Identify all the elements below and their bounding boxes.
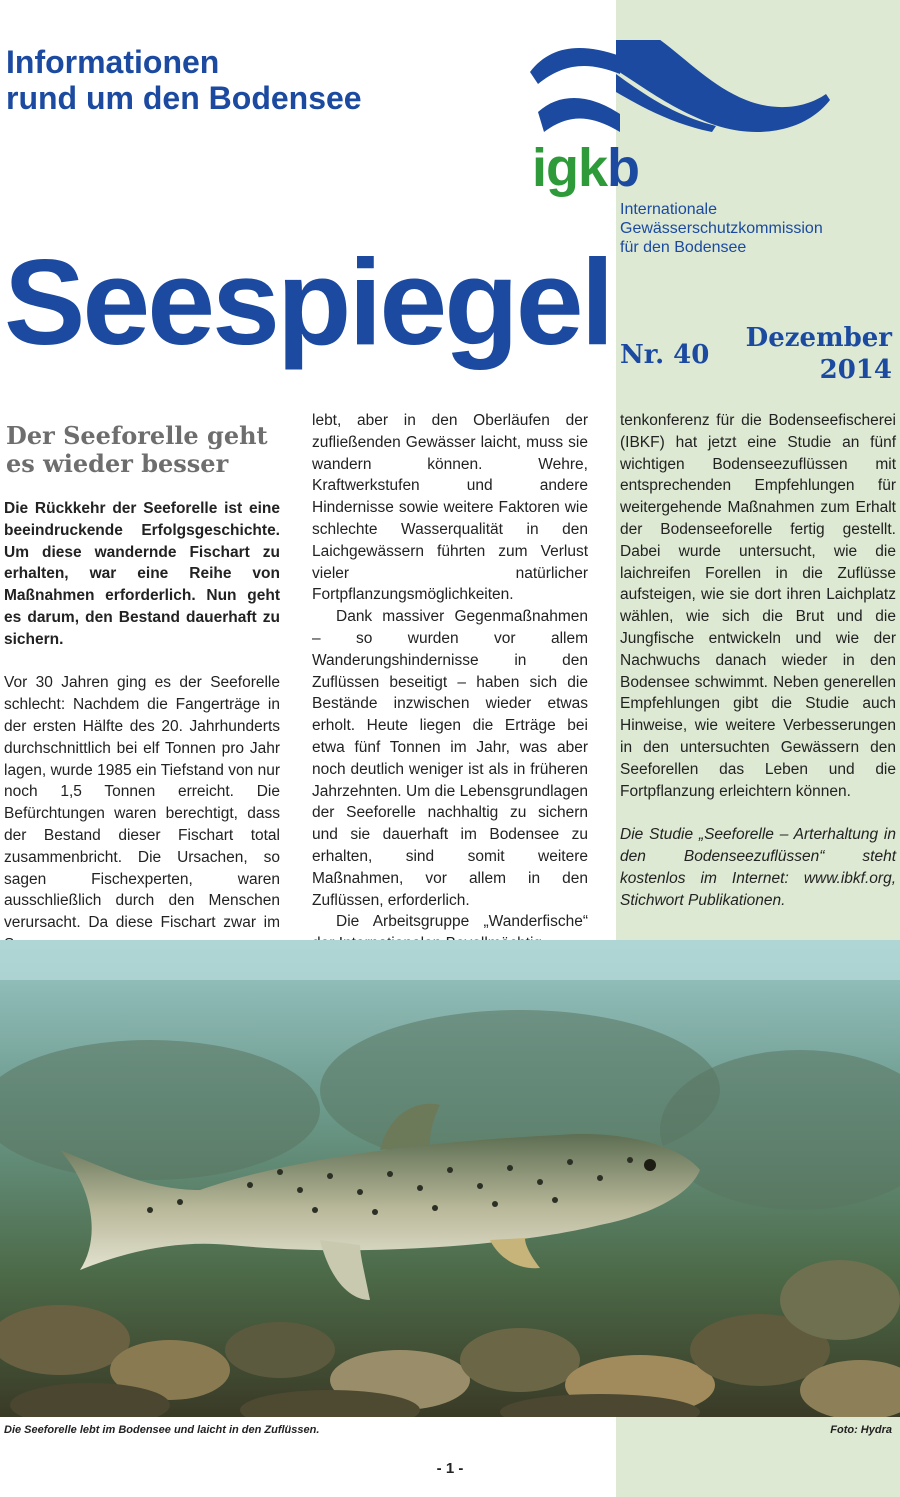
article-paragraph-2: lebt, aber in den Oberläufen der zufließenden Gewässer laicht, muss sie wandern können. Wehre, Kraftwerkstufen und andere Hindernisse sowie weitere Faktoren wie schlechte Wasserqualität in den Laichgewässern führten zum Verlust vieler natürlicher Fortpflanzungsmöglichkeiten. bbox=[312, 412, 588, 604]
org-name-line2: Gewässerschutzkommission bbox=[620, 220, 823, 237]
article-title-line2: es wieder besser bbox=[6, 449, 229, 478]
article-title-line1: Der Seeforelle geht bbox=[6, 421, 268, 450]
issue-number: Nr. 40 bbox=[620, 340, 710, 370]
article-paragraph-3: Dank massiver Gegenmaßnahmen – so wurden vor allem Wanderungshindernisse in den Zuflüssen beseitigt – haben sich die Bestände inzwischen wieder etwas erholt. Heute liegen die Erträge bei etwa fünf Tonnen im Jahr, was aber noch deutlich weniger ist als in früheren Jahrzehnten. Um die Lebensgrundlagen der Seeforelle nachhaltig zu sichern und sie dauerhaft im Bodensee zu erhalten, sind somit weitere Maßnahmen, vor allem in den Zuflüssen, erforderlich. bbox=[312, 608, 588, 909]
masthead-title: Seespiegel bbox=[4, 234, 612, 370]
header-title-line1: Informationen bbox=[6, 44, 220, 80]
logo-wordmark bbox=[532, 138, 639, 198]
issue-date bbox=[746, 322, 892, 386]
header-title-line2: rund um den Bodensee bbox=[6, 80, 362, 116]
trout-photo-illustration bbox=[0, 940, 900, 1417]
org-name-line1: Internationale bbox=[620, 201, 717, 218]
photo-credit: Foto: Hydra bbox=[830, 1424, 892, 1436]
article-column-2 bbox=[312, 410, 588, 955]
photo-caption: Die Seeforelle lebt im Bodensee und laicht in den Zuflüssen. bbox=[4, 1424, 320, 1436]
article-lead: Die Rückkehr der Seeforelle ist eine beeindruckende Erfolgsgeschichte. Um diese wandernde Fischart zu erhalten, war eine Reihe von Maßnahmen erforderlich. Nun geht es darum, den Bestand dauerhaft zu sichern. bbox=[4, 500, 280, 648]
article-title bbox=[6, 422, 268, 478]
page-number: - 1 - bbox=[436, 1460, 464, 1477]
organization-name bbox=[620, 200, 823, 257]
article-note: Die Studie „Seeforelle – Arterhaltung in den Bodenseezuflüssen“ steht kostenlos im Internet: www.ibkf.org, Stichwort Publikationen. bbox=[620, 826, 896, 909]
logo-wave-tail-icon bbox=[616, 40, 900, 150]
article-paragraph-5: tenkonferenz für die Bodenseefischerei (IBKF) hat jetzt eine Studie an fünf wichtigen Bodenseezuflüssen mit entsprechenden Empfehlungen für weitergehende Maßnahmen zum Erhalt der Bodenseeforelle fertig gestellt. Dabei wurde untersucht, wie die laichreifen Forellen in die Zuflüsse aufsteigen, wie sie dort ihren Laichplatz wählen, wie sich die Brut und die Jungfische entwickeln und wie der Nachwuchs danach wieder in den Bodensee schwimmt. Neben generellen Empfehlungen gibt die Studie auch Hinweise, wie weitere Verbesserungen in den untersuchten Gewässern den Seeforellen das Leben und die Fortpflanzung erleichtern können. bbox=[620, 412, 896, 800]
article-paragraph-4: Die Arbeitsgruppe „Wanderfische“ bbox=[336, 913, 588, 931]
issue-year: 2014 bbox=[819, 355, 892, 385]
article-column-1 bbox=[4, 498, 280, 956]
issue-month: Dezember bbox=[745, 323, 892, 353]
article-paragraph-1: Vor 30 Jahren ging es der Seeforelle schlecht: Nachdem die Fangerträge in der ersten Hälfte des 20. Jahrhunderts durchschnittlich bei elf Tonnen pro Jahr lagen, wurde 1985 ein Tiefstand von nur noch 1,5 Tonnen erreicht. Die Befürchtungen waren berechtigt, dass der Bestand dieser Fischart total zusammenbricht. Die Ursachen, so sagen Fischexperten, waren ausschließlich durch den Menschen verursacht. Da diese Fischart zwar im bbox=[4, 674, 280, 932]
logo-text-blue: b bbox=[607, 138, 640, 198]
trout-photo bbox=[0, 940, 900, 1417]
header-title bbox=[6, 44, 362, 116]
article-column-3 bbox=[620, 410, 896, 911]
org-name-line3: für den Bodensee bbox=[620, 239, 747, 256]
logo-text-green: igk bbox=[532, 138, 608, 198]
